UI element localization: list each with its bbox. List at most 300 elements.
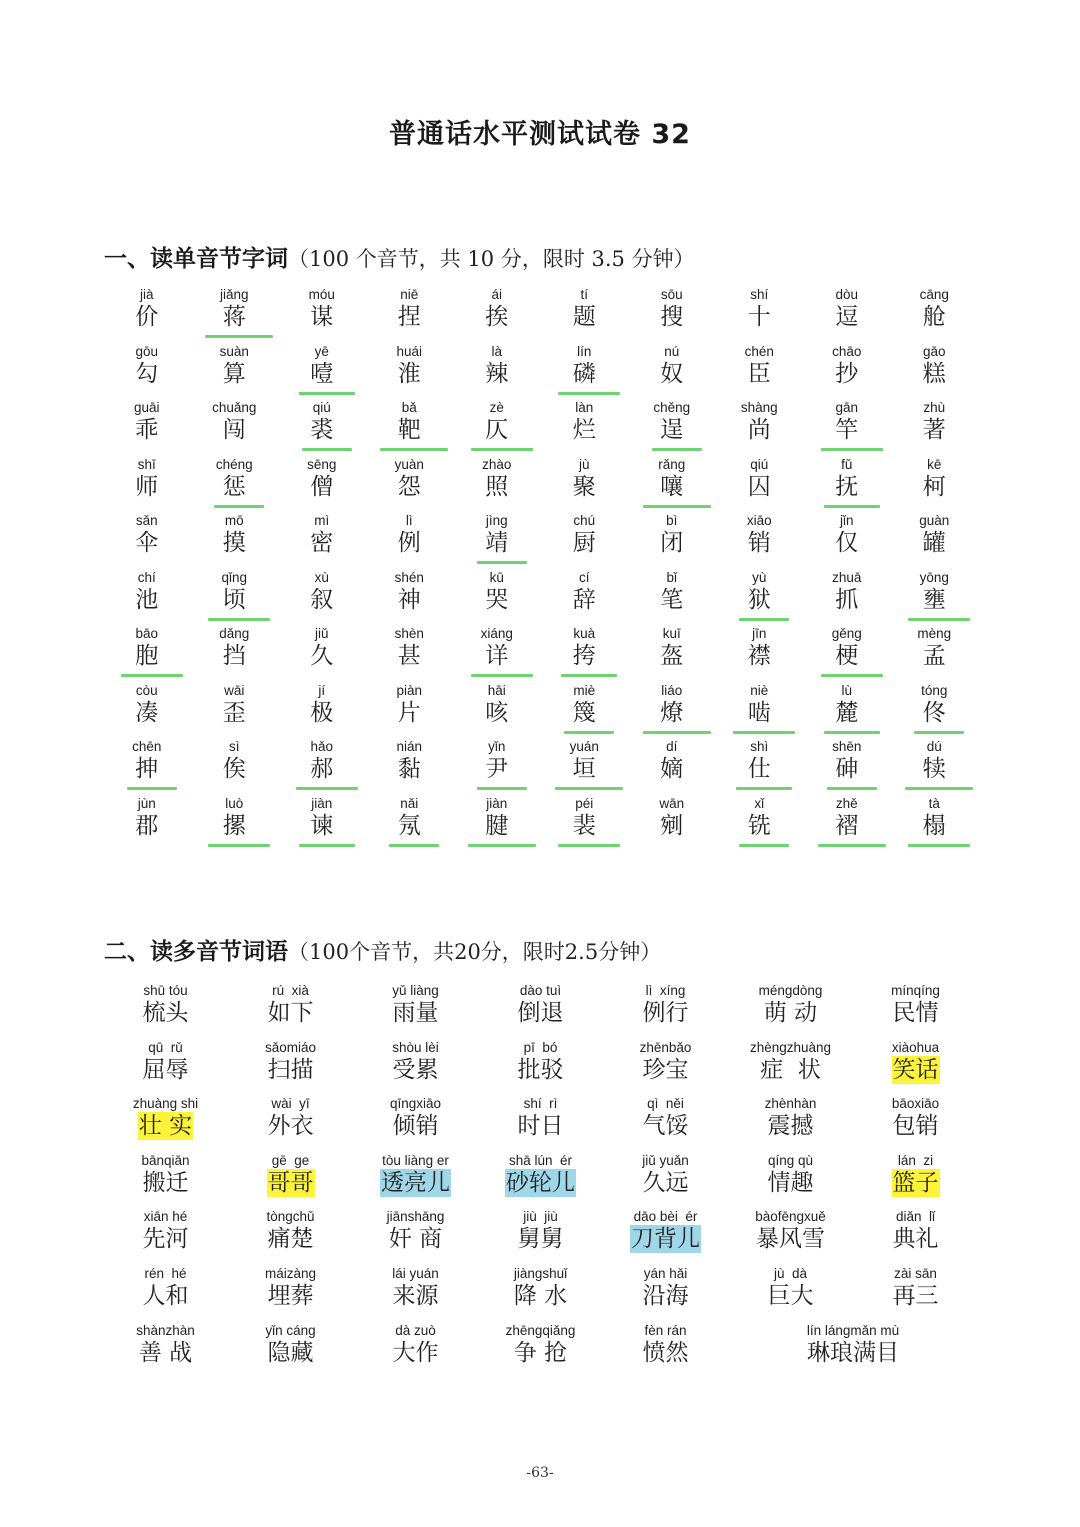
syllable-item bbox=[453, 400, 541, 457]
syllable-item bbox=[541, 344, 629, 401]
syllable-item bbox=[628, 400, 716, 457]
pinyin: sōu bbox=[660, 287, 683, 302]
syllable-item bbox=[628, 457, 716, 514]
word: 巨大 bbox=[767, 1282, 814, 1309]
pinyin: jīn bbox=[752, 626, 767, 641]
pinyin: dú bbox=[926, 739, 942, 754]
marker-underline bbox=[827, 787, 877, 790]
marker-underline bbox=[818, 844, 886, 847]
word-item bbox=[103, 1153, 228, 1210]
pinyin: gē ge bbox=[271, 1152, 310, 1168]
section2-heading bbox=[104, 933, 661, 966]
highlighted-word: 篮子 bbox=[892, 1169, 939, 1196]
hanzi: 淮 bbox=[397, 360, 421, 387]
hanzi: 盔 bbox=[660, 643, 684, 669]
pinyin: jiǔ bbox=[314, 626, 329, 641]
syllable-row bbox=[103, 513, 983, 570]
hanzi: 价 bbox=[135, 304, 159, 330]
hanzi: 挨 bbox=[485, 304, 509, 330]
syllable-item bbox=[803, 457, 891, 514]
word: 如下 bbox=[267, 1000, 314, 1026]
word: 琳琅满目 bbox=[807, 1339, 899, 1366]
pinyin: dà zuò bbox=[395, 1322, 436, 1338]
section1-title: 一、读单音节字词 bbox=[104, 246, 288, 272]
syllable-item bbox=[891, 626, 979, 683]
syllable-item bbox=[453, 457, 541, 514]
marker-underline bbox=[736, 787, 792, 790]
pinyin: rú xià bbox=[272, 983, 309, 998]
hanzi: 孟 bbox=[922, 643, 946, 669]
syllable-row bbox=[103, 739, 983, 796]
hanzi: 仕 bbox=[747, 756, 771, 782]
word-row bbox=[103, 1096, 978, 1153]
pinyin: qǐng bbox=[221, 569, 248, 585]
section1-grid bbox=[103, 287, 983, 852]
hanzi: 裴 bbox=[572, 812, 596, 839]
syllable-item bbox=[628, 513, 716, 570]
hanzi: 烂 bbox=[572, 417, 596, 443]
pinyin: bāo bbox=[135, 626, 159, 641]
hanzi: 篾 bbox=[572, 699, 596, 726]
pinyin: gōu bbox=[135, 343, 159, 359]
word-item bbox=[853, 1266, 978, 1323]
syllable-item bbox=[366, 739, 454, 796]
word-item bbox=[603, 1040, 728, 1097]
word: 震撼 bbox=[767, 1113, 814, 1140]
syllable-item bbox=[716, 626, 804, 683]
pinyin: jiānshāng bbox=[386, 1209, 445, 1225]
word: 倒退 bbox=[517, 1000, 564, 1026]
word: 来源 bbox=[392, 1282, 439, 1309]
syllable-item bbox=[453, 683, 541, 740]
hanzi: 乖 bbox=[135, 417, 159, 443]
word: 雨量 bbox=[392, 1000, 439, 1026]
pinyin: mì bbox=[314, 513, 330, 528]
word-item bbox=[228, 1096, 353, 1153]
pinyin: chéng bbox=[215, 456, 253, 472]
word-item bbox=[478, 1153, 603, 1210]
word: 情趣 bbox=[767, 1169, 814, 1196]
syllable-item bbox=[628, 626, 716, 683]
marker-underline bbox=[471, 448, 533, 451]
word: 舅舅 bbox=[517, 1226, 564, 1253]
word: 暴风雪 bbox=[756, 1226, 825, 1253]
pinyin: diǎn lǐ bbox=[895, 1209, 936, 1225]
hanzi: 闯 bbox=[222, 417, 246, 443]
syllable-item bbox=[278, 739, 366, 796]
pinyin: cāng bbox=[919, 287, 949, 302]
pinyin: jiàngshuǐ bbox=[513, 1265, 568, 1281]
syllable-item bbox=[541, 626, 629, 683]
word-item bbox=[728, 1153, 853, 1210]
pinyin: jiàn bbox=[486, 795, 508, 811]
pinyin: sì bbox=[228, 739, 240, 754]
word-item bbox=[478, 1266, 603, 1323]
syllable-item bbox=[541, 513, 629, 570]
pinyin: shòu lèi bbox=[392, 1039, 439, 1055]
pinyin: shā lún ér bbox=[508, 1152, 573, 1168]
pinyin: gān bbox=[835, 400, 859, 415]
syllable-item bbox=[716, 400, 804, 457]
pinyin: jiù jiù bbox=[523, 1209, 558, 1225]
word: 屈辱 bbox=[142, 1056, 189, 1083]
pinyin: gāo bbox=[922, 343, 946, 359]
pinyin: máizàng bbox=[264, 1265, 317, 1281]
hanzi: 黏 bbox=[397, 756, 421, 782]
hanzi: 谏 bbox=[310, 812, 334, 839]
marker-underline bbox=[208, 618, 270, 621]
syllable-item bbox=[366, 683, 454, 740]
section1-note: （100 个音节，共 10 分，限时 3.5 分钟） bbox=[288, 247, 695, 271]
pinyin: zhènhàn bbox=[764, 1096, 817, 1112]
hanzi: 靶 bbox=[397, 417, 421, 443]
marker-underline bbox=[477, 787, 527, 790]
syllable-item bbox=[891, 570, 979, 627]
pinyin: hāi bbox=[487, 682, 506, 698]
word-item bbox=[603, 1209, 728, 1266]
hanzi: 例 bbox=[397, 530, 421, 556]
hanzi: 抻 bbox=[135, 756, 159, 782]
marker-underline bbox=[555, 787, 623, 790]
syllable-item bbox=[628, 287, 716, 344]
syllable-row bbox=[103, 570, 983, 627]
hanzi: 歪 bbox=[222, 699, 246, 726]
hanzi: 靖 bbox=[485, 530, 509, 556]
pinyin: lù bbox=[841, 682, 852, 698]
word-row bbox=[103, 1040, 978, 1097]
hanzi: 剜 bbox=[660, 812, 684, 839]
pinyin: dāo bèi ér bbox=[633, 1209, 698, 1225]
pinyin: chí bbox=[137, 569, 156, 585]
syllable-item bbox=[366, 570, 454, 627]
syllable-item bbox=[191, 739, 279, 796]
pinyin: yǐn bbox=[488, 739, 506, 754]
hanzi: 仄 bbox=[485, 417, 509, 443]
syllable-item bbox=[716, 796, 804, 853]
page-title: 普通话水平测试试卷 32 bbox=[389, 119, 691, 150]
word-item bbox=[478, 1096, 603, 1153]
pinyin: yuàn bbox=[394, 456, 424, 472]
hanzi: 极 bbox=[310, 699, 334, 726]
pinyin: piàn bbox=[396, 682, 423, 698]
pinyin: jùn bbox=[137, 795, 156, 811]
hanzi: 犊 bbox=[922, 756, 946, 782]
hanzi: 挎 bbox=[572, 643, 596, 669]
pinyin: qíng qù bbox=[767, 1152, 814, 1168]
hanzi: 尹 bbox=[485, 756, 509, 782]
syllable-item bbox=[103, 287, 191, 344]
syllable-item bbox=[278, 287, 366, 344]
pinyin: bānqiān bbox=[141, 1152, 190, 1168]
page-number: -63- bbox=[526, 1465, 554, 1481]
syllable-item bbox=[803, 344, 891, 401]
syllable-item bbox=[278, 513, 366, 570]
hanzi: 柯 bbox=[922, 473, 946, 500]
syllable-item bbox=[278, 683, 366, 740]
syllable-item bbox=[628, 344, 716, 401]
syllable-item bbox=[716, 570, 804, 627]
pinyin: wān bbox=[659, 795, 685, 811]
marker-underline bbox=[296, 787, 358, 790]
marker-underline bbox=[643, 731, 711, 734]
pinyin: wài yī bbox=[271, 1096, 310, 1112]
pinyin: jiǔ yuǎn bbox=[642, 1152, 689, 1168]
hanzi: 抄 bbox=[835, 360, 859, 387]
syllable-item bbox=[716, 683, 804, 740]
syllable-item bbox=[191, 796, 279, 853]
word-item bbox=[228, 1209, 353, 1266]
pinyin: dòu bbox=[835, 287, 859, 302]
syllable-item bbox=[366, 796, 454, 853]
pinyin: xiāo bbox=[746, 513, 772, 528]
pinyin: suàn bbox=[219, 343, 249, 359]
marker-underline bbox=[739, 618, 789, 621]
pinyin: shén bbox=[394, 569, 424, 585]
syllable-item bbox=[891, 344, 979, 401]
pinyin: yán hǎi bbox=[643, 1265, 688, 1281]
syllable-item bbox=[628, 683, 716, 740]
word-item bbox=[228, 983, 353, 1040]
hanzi: 抚 bbox=[835, 473, 859, 500]
word: 愤然 bbox=[642, 1339, 689, 1366]
marker-underline bbox=[299, 844, 355, 847]
highlighted-word: 笑话 bbox=[892, 1056, 939, 1083]
hanzi: 片 bbox=[397, 699, 421, 726]
word: 倾销 bbox=[392, 1113, 439, 1140]
word-item bbox=[478, 983, 603, 1040]
pinyin: yuán bbox=[569, 739, 599, 754]
hanzi: 胞 bbox=[135, 643, 159, 669]
marker-underline bbox=[468, 844, 536, 847]
marker-underline bbox=[652, 448, 702, 451]
hanzi: 叙 bbox=[310, 586, 334, 613]
pinyin: yǔ liàng bbox=[392, 983, 439, 998]
syllable-item bbox=[191, 457, 279, 514]
hanzi: 厨 bbox=[572, 530, 596, 556]
pinyin: shì bbox=[750, 739, 769, 754]
word: 痛楚 bbox=[267, 1226, 314, 1253]
pinyin: kū bbox=[489, 569, 504, 585]
pinyin: fǔ bbox=[841, 456, 853, 472]
pinyin: zhào bbox=[482, 456, 512, 472]
syllable-item bbox=[278, 457, 366, 514]
syllable-item bbox=[716, 513, 804, 570]
marker-underline bbox=[299, 392, 355, 395]
word-row bbox=[103, 1153, 978, 1210]
pinyin: nián bbox=[396, 739, 423, 754]
pinyin: bì bbox=[666, 513, 678, 528]
pinyin: dí bbox=[666, 739, 678, 754]
word: 隐藏 bbox=[267, 1339, 314, 1366]
syllable-item bbox=[103, 739, 191, 796]
hanzi: 捏 bbox=[397, 304, 421, 330]
pinyin: tòu liàng er bbox=[382, 1152, 449, 1168]
pinyin: jí bbox=[318, 682, 326, 698]
pinyin: shēn bbox=[832, 739, 862, 754]
hanzi: 啮 bbox=[747, 699, 771, 726]
pinyin: tà bbox=[928, 795, 940, 811]
section2-grid bbox=[103, 983, 978, 1379]
word: 批驳 bbox=[517, 1056, 564, 1083]
syllable-item bbox=[541, 796, 629, 853]
marker-underline bbox=[821, 448, 883, 451]
pinyin: gěng bbox=[831, 626, 862, 641]
syllable-item bbox=[103, 513, 191, 570]
pinyin: tí bbox=[580, 287, 588, 302]
word: 时日 bbox=[517, 1113, 564, 1140]
word-item bbox=[103, 1096, 228, 1153]
syllable-item bbox=[891, 457, 979, 514]
hanzi: 郝 bbox=[310, 756, 334, 782]
hanzi: 摸 bbox=[222, 530, 246, 556]
pinyin: mō bbox=[224, 513, 244, 528]
highlighted-word: 刀背儿 bbox=[631, 1226, 700, 1253]
word-item bbox=[478, 1040, 603, 1097]
hanzi: 奴 bbox=[660, 360, 684, 387]
word: 久远 bbox=[642, 1169, 689, 1196]
hanzi: 襟 bbox=[747, 643, 771, 669]
pinyin: chú bbox=[573, 513, 596, 528]
syllable-item bbox=[103, 796, 191, 853]
pinyin: zhēngqiǎng bbox=[505, 1322, 576, 1338]
pinyin: shànzhàn bbox=[136, 1322, 195, 1338]
word-item bbox=[103, 983, 228, 1040]
marker-underline bbox=[389, 844, 439, 847]
pinyin: lín lángmǎn mù bbox=[806, 1322, 900, 1338]
hanzi: 伞 bbox=[135, 530, 159, 556]
syllable-item bbox=[541, 570, 629, 627]
pinyin: chāo bbox=[832, 343, 862, 359]
pinyin: sǎn bbox=[135, 513, 158, 528]
word: 争 抢 bbox=[513, 1339, 568, 1366]
marker-underline bbox=[643, 505, 711, 508]
word: 例行 bbox=[642, 1000, 689, 1026]
hanzi: 噎 bbox=[310, 360, 334, 387]
pinyin: lì xíng bbox=[645, 983, 686, 998]
pinyin: zhuàng shi bbox=[132, 1096, 199, 1112]
pinyin: huái bbox=[396, 343, 423, 359]
pinyin: chēn bbox=[132, 739, 162, 754]
syllable-item bbox=[803, 626, 891, 683]
hanzi: 著 bbox=[922, 417, 946, 443]
word-item bbox=[353, 1266, 478, 1323]
hanzi: 十 bbox=[747, 304, 771, 330]
pinyin: mínqíng bbox=[891, 983, 940, 998]
hanzi: 甚 bbox=[397, 643, 421, 669]
hanzi: 算 bbox=[222, 360, 246, 387]
hanzi: 怨 bbox=[397, 473, 421, 500]
hanzi: 池 bbox=[135, 586, 159, 613]
word: 善 战 bbox=[138, 1339, 193, 1366]
hanzi: 僧 bbox=[310, 473, 334, 500]
pinyin: lán zi bbox=[897, 1152, 934, 1168]
pinyin: jìng bbox=[485, 513, 508, 528]
hanzi: 照 bbox=[485, 473, 509, 500]
pinyin: sēng bbox=[307, 456, 337, 472]
hanzi: 逞 bbox=[660, 417, 684, 443]
syllable-item bbox=[453, 739, 541, 796]
syllable-item bbox=[278, 400, 366, 457]
word-item bbox=[853, 1153, 978, 1210]
word-item bbox=[728, 1096, 853, 1153]
syllable-item bbox=[803, 513, 891, 570]
word: 搬迁 bbox=[142, 1169, 189, 1196]
marker-underline bbox=[127, 787, 177, 790]
syllable-row bbox=[103, 683, 983, 740]
hanzi: 裘 bbox=[310, 417, 334, 443]
pinyin: làn bbox=[575, 400, 594, 415]
pinyin: xiàohua bbox=[891, 1039, 940, 1055]
syllable-item bbox=[541, 683, 629, 740]
pinyin: shèn bbox=[394, 626, 424, 641]
word-item bbox=[478, 1323, 603, 1380]
hanzi: 逗 bbox=[835, 304, 859, 330]
word: 珍宝 bbox=[642, 1056, 689, 1083]
hanzi: 题 bbox=[572, 304, 596, 330]
pinyin: yōng bbox=[919, 569, 949, 585]
pinyin: mèng bbox=[917, 626, 952, 641]
pinyin: bǐ bbox=[666, 569, 677, 585]
pinyin: guāi bbox=[133, 400, 160, 415]
hanzi: 狱 bbox=[747, 586, 771, 613]
syllable-item bbox=[541, 287, 629, 344]
pinyin: jù dà bbox=[773, 1265, 808, 1281]
syllable-item bbox=[103, 570, 191, 627]
marker-underline bbox=[739, 844, 789, 847]
syllable-item bbox=[191, 344, 279, 401]
pinyin: kē bbox=[927, 456, 942, 472]
pinyin: rǎng bbox=[658, 456, 686, 472]
pinyin: jiǎng bbox=[219, 287, 249, 302]
marker-underline bbox=[824, 505, 880, 508]
syllable-item bbox=[366, 400, 454, 457]
hanzi: 囚 bbox=[747, 473, 771, 500]
pinyin: qì něi bbox=[647, 1096, 684, 1112]
syllable-row bbox=[103, 796, 983, 853]
hanzi: 壅 bbox=[922, 586, 946, 613]
word-item bbox=[103, 1266, 228, 1323]
pinyin: bāoxiāo bbox=[891, 1096, 940, 1112]
hanzi: 麓 bbox=[835, 699, 859, 726]
syllable-item bbox=[103, 683, 191, 740]
word: 扫描 bbox=[267, 1056, 314, 1083]
syllable-row bbox=[103, 287, 983, 344]
pinyin: jiàn bbox=[311, 795, 333, 811]
syllable-item bbox=[803, 570, 891, 627]
syllable-item bbox=[278, 344, 366, 401]
marker-underline bbox=[558, 844, 620, 847]
pinyin: jià bbox=[139, 287, 154, 302]
syllable-row bbox=[103, 400, 983, 457]
word-item bbox=[103, 1323, 228, 1380]
hanzi: 哭 bbox=[485, 586, 509, 613]
section1-heading bbox=[104, 240, 695, 273]
pinyin: liáo bbox=[661, 682, 683, 698]
word-item bbox=[228, 1040, 353, 1097]
pinyin: zhèngzhuàng bbox=[749, 1039, 832, 1055]
syllable-item bbox=[103, 344, 191, 401]
syllable-item bbox=[891, 683, 979, 740]
hanzi: 蒋 bbox=[222, 304, 246, 330]
hanzi: 咳 bbox=[485, 699, 509, 726]
pinyin: wāi bbox=[224, 682, 245, 698]
pinyin: shī bbox=[137, 456, 156, 472]
word-item bbox=[603, 1153, 728, 1210]
word: 受累 bbox=[392, 1056, 439, 1083]
pinyin: chěng bbox=[653, 400, 691, 415]
hanzi: 师 bbox=[135, 473, 159, 500]
hanzi: 顷 bbox=[222, 586, 246, 613]
